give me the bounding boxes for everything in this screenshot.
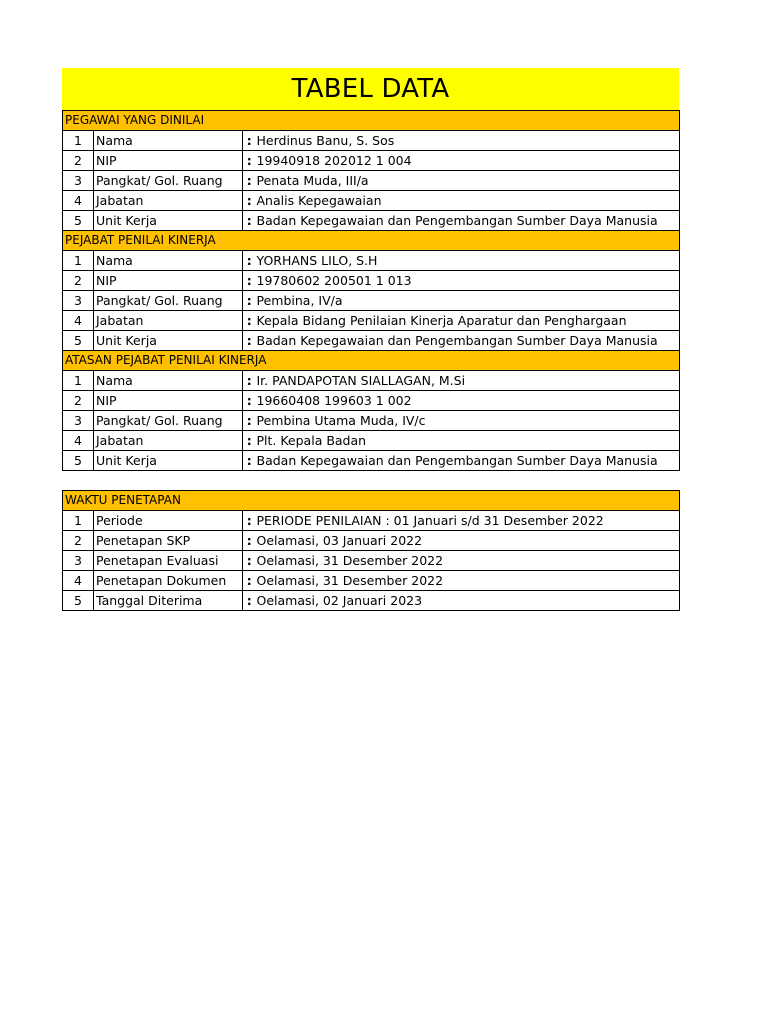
row-number: 5 bbox=[63, 331, 94, 351]
row-value: Kepala Bidang Penilaian Kinerja Aparatur dan Penghargaan bbox=[256, 311, 680, 331]
waktu-table bbox=[62, 490, 680, 611]
row-value: Badan Kepegawaian dan Pengembangan Sumber Daya Manusia bbox=[256, 211, 680, 231]
row-label: Pangkat/ Gol. Ruang bbox=[94, 291, 243, 311]
atasan-section-header-row bbox=[63, 351, 680, 371]
row-separator: : bbox=[243, 171, 256, 191]
row-separator: : bbox=[243, 451, 256, 471]
row-label: Jabatan bbox=[94, 191, 243, 211]
row-separator: : bbox=[243, 391, 256, 411]
row-number: 2 bbox=[63, 391, 94, 411]
row-value: Badan Kepegawaian dan Pengembangan Sumber Daya Manusia bbox=[256, 331, 680, 351]
row-number: 2 bbox=[63, 271, 94, 291]
row-label: Penetapan Dokumen bbox=[94, 571, 243, 591]
row-value: Oelamasi, 31 Desember 2022 bbox=[256, 571, 680, 591]
row-value: Ir. PANDAPOTAN SIALLAGAN, M.Si bbox=[256, 371, 680, 391]
pegawai-section-header: PEGAWAI YANG DINILAI bbox=[63, 111, 680, 131]
row-label: Unit Kerja bbox=[94, 451, 243, 471]
row-label: Nama bbox=[94, 371, 243, 391]
row-number: 2 bbox=[63, 151, 94, 171]
row-separator: : bbox=[243, 571, 256, 591]
table-row bbox=[63, 211, 680, 231]
row-value: Oelamasi, 02 Januari 2023 bbox=[256, 591, 680, 611]
personnel-table bbox=[62, 110, 680, 471]
row-label: NIP bbox=[94, 271, 243, 291]
row-value: Pembina, IV/a bbox=[256, 291, 680, 311]
row-number: 2 bbox=[63, 531, 94, 551]
row-separator: : bbox=[243, 131, 256, 151]
waktu-section-header: WAKTU PENETAPAN bbox=[63, 491, 680, 511]
row-label: Jabatan bbox=[94, 311, 243, 331]
row-separator: : bbox=[243, 511, 256, 531]
row-value: Oelamasi, 03 Januari 2022 bbox=[256, 531, 680, 551]
row-number: 1 bbox=[63, 511, 94, 531]
row-separator: : bbox=[243, 591, 256, 611]
row-value: Pembina Utama Muda, IV/c bbox=[256, 411, 680, 431]
pejabat-section-header-row bbox=[63, 231, 680, 251]
row-number: 1 bbox=[63, 131, 94, 151]
table-row bbox=[63, 531, 680, 551]
row-separator: : bbox=[243, 371, 256, 391]
table-row bbox=[63, 151, 680, 171]
row-label: Penetapan Evaluasi bbox=[94, 551, 243, 571]
row-number: 3 bbox=[63, 411, 94, 431]
row-label: Unit Kerja bbox=[94, 331, 243, 351]
row-value: YORHANS LILO, S.H bbox=[256, 251, 680, 271]
table-row bbox=[63, 291, 680, 311]
table-row bbox=[63, 391, 680, 411]
row-number: 4 bbox=[63, 311, 94, 331]
row-number: 1 bbox=[63, 251, 94, 271]
waktu-section-header-row bbox=[63, 491, 680, 511]
row-value: Analis Kepegawaian bbox=[256, 191, 680, 211]
table-row bbox=[63, 411, 680, 431]
row-value: 19940918 202012 1 004 bbox=[256, 151, 680, 171]
row-label: NIP bbox=[94, 391, 243, 411]
table-row bbox=[63, 271, 680, 291]
row-separator: : bbox=[243, 151, 256, 171]
row-number: 5 bbox=[63, 451, 94, 471]
row-number: 3 bbox=[63, 291, 94, 311]
row-label: Nama bbox=[94, 131, 243, 151]
row-label: NIP bbox=[94, 151, 243, 171]
table-row bbox=[63, 571, 680, 591]
row-label: Penetapan SKP bbox=[94, 531, 243, 551]
section-gap bbox=[62, 471, 679, 490]
table-row bbox=[63, 171, 680, 191]
row-value: Oelamasi, 31 Desember 2022 bbox=[256, 551, 680, 571]
row-separator: : bbox=[243, 251, 256, 271]
row-label: Pangkat/ Gol. Ruang bbox=[94, 171, 243, 191]
row-number: 3 bbox=[63, 551, 94, 571]
row-label: Nama bbox=[94, 251, 243, 271]
row-separator: : bbox=[243, 531, 256, 551]
row-number: 5 bbox=[63, 211, 94, 231]
pegawai-section-header-row bbox=[63, 111, 680, 131]
row-value: Plt. Kepala Badan bbox=[256, 431, 680, 451]
row-number: 4 bbox=[63, 571, 94, 591]
row-number: 5 bbox=[63, 591, 94, 611]
row-separator: : bbox=[243, 191, 256, 211]
pejabat-section-header: PEJABAT PENILAI KINERJA bbox=[63, 231, 680, 251]
row-separator: : bbox=[243, 291, 256, 311]
row-separator: : bbox=[243, 551, 256, 571]
row-label: Jabatan bbox=[94, 431, 243, 451]
table-row bbox=[63, 191, 680, 211]
row-number: 4 bbox=[63, 431, 94, 451]
table-row bbox=[63, 331, 680, 351]
row-number: 3 bbox=[63, 171, 94, 191]
table-row bbox=[63, 371, 680, 391]
row-value: Badan Kepegawaian dan Pengembangan Sumber Daya Manusia bbox=[256, 451, 680, 471]
row-label: Tanggal Diterima bbox=[94, 591, 243, 611]
row-separator: : bbox=[243, 411, 256, 431]
atasan-section-header: ATASAN PEJABAT PENILAI KINERJA bbox=[63, 351, 680, 371]
data-sheet bbox=[62, 68, 679, 611]
page-title: TABEL DATA bbox=[62, 68, 679, 110]
row-separator: : bbox=[243, 211, 256, 231]
table-row bbox=[63, 451, 680, 471]
table-row bbox=[63, 131, 680, 151]
row-separator: : bbox=[243, 331, 256, 351]
row-separator: : bbox=[243, 431, 256, 451]
row-value: PERIODE PENILAIAN : 01 Januari s/d 31 Desember 2022 bbox=[256, 511, 680, 531]
row-separator: : bbox=[243, 311, 256, 331]
row-value: Herdinus Banu, S. Sos bbox=[256, 131, 680, 151]
table-row bbox=[63, 551, 680, 571]
row-label: Periode bbox=[94, 511, 243, 531]
row-label: Pangkat/ Gol. Ruang bbox=[94, 411, 243, 431]
row-value: Penata Muda, III/a bbox=[256, 171, 680, 191]
row-number: 4 bbox=[63, 191, 94, 211]
table-row bbox=[63, 591, 680, 611]
table-row bbox=[63, 251, 680, 271]
row-label: Unit Kerja bbox=[94, 211, 243, 231]
table-row bbox=[63, 511, 680, 531]
row-number: 1 bbox=[63, 371, 94, 391]
row-value: 19780602 200501 1 013 bbox=[256, 271, 680, 291]
table-row bbox=[63, 431, 680, 451]
row-value: 19660408 199603 1 002 bbox=[256, 391, 680, 411]
row-separator: : bbox=[243, 271, 256, 291]
table-row bbox=[63, 311, 680, 331]
